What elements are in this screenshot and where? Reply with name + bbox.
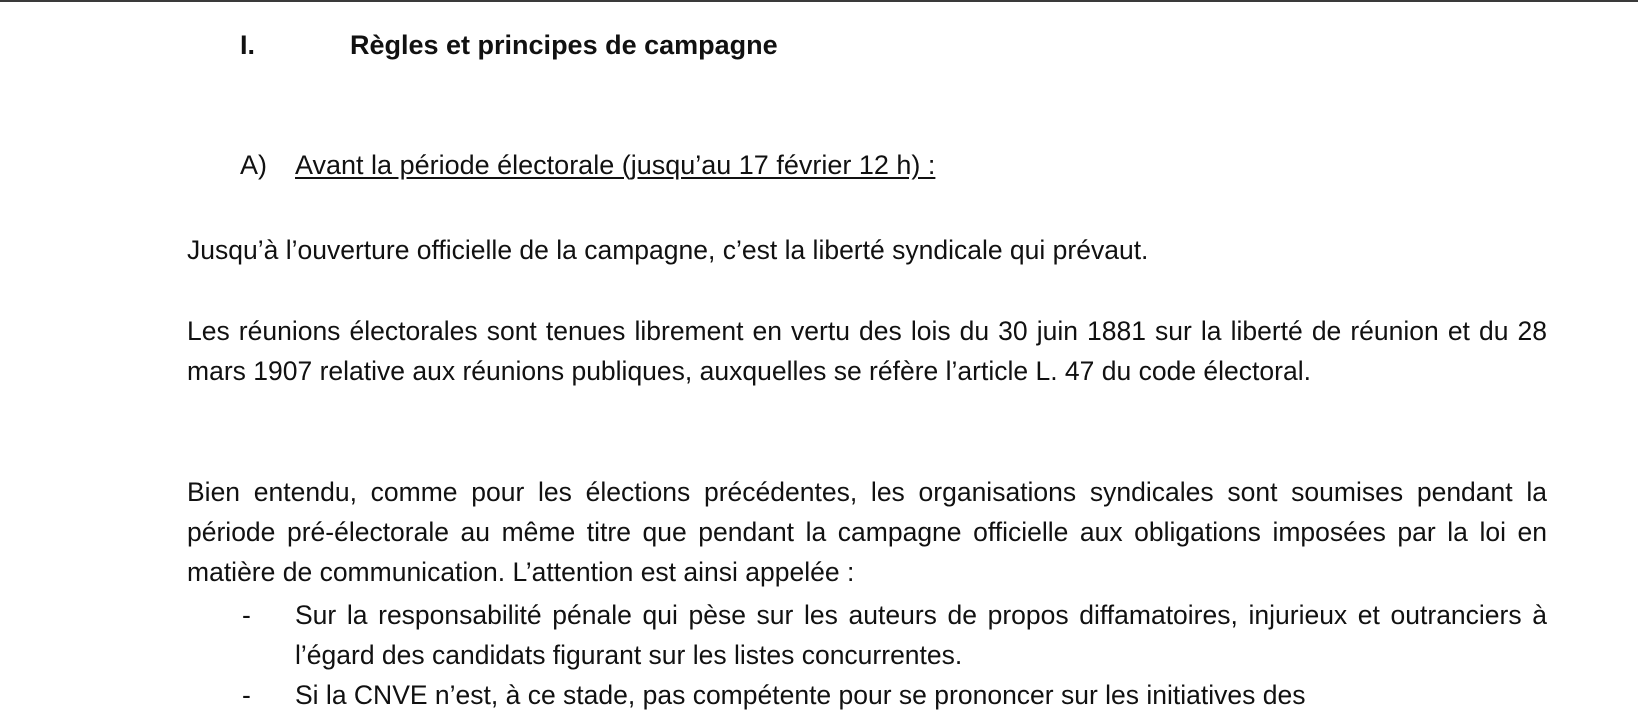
- subsection-title: Avant la période électorale (jusqu’au 17 février 12 h) :: [295, 150, 936, 180]
- bullet-list: [187, 595, 1547, 715]
- paragraph-1: Jusqu’à l’ouverture officielle de la campagne, c’est la liberté syndicale qui prévaut.: [187, 235, 1149, 265]
- bullet-item-1: [187, 595, 1547, 675]
- bullet-item-2: [187, 675, 1547, 715]
- paragraph-3: Bien entendu, comme pour les élections précédentes, les organisations syndicales sont soumises pendant la période pré-électorale au même titre que pendant la campagne officielle aux obligations imposées par la loi en matière de communication. L’attention est ainsi appelée :: [187, 477, 1547, 587]
- section-title: Règles et principes de campagne: [350, 30, 778, 60]
- bullet-marker: -: [242, 680, 251, 710]
- bullet-text: Sur la responsabilité pénale qui pèse sur les auteurs de propos diffamatoires, injurieux et outranciers à l’égard des candidats figurant sur les listes concurrentes.: [295, 600, 1547, 670]
- bullet-marker: -: [242, 600, 251, 630]
- section-number: I.: [240, 30, 256, 60]
- subsection-letter: A): [240, 150, 267, 180]
- bullet-text: Si la CNVE n’est, à ce stade, pas compétente pour se prononcer sur les initiatives des: [295, 680, 1306, 710]
- paragraph-2: Les réunions électorales sont tenues librement en vertu des lois du 30 juin 1881 sur la liberté de réunion et du 28 mars 1907 relative aux réunions publiques, auxquelles se réfère l’article L. 47 du code électoral.: [187, 316, 1547, 386]
